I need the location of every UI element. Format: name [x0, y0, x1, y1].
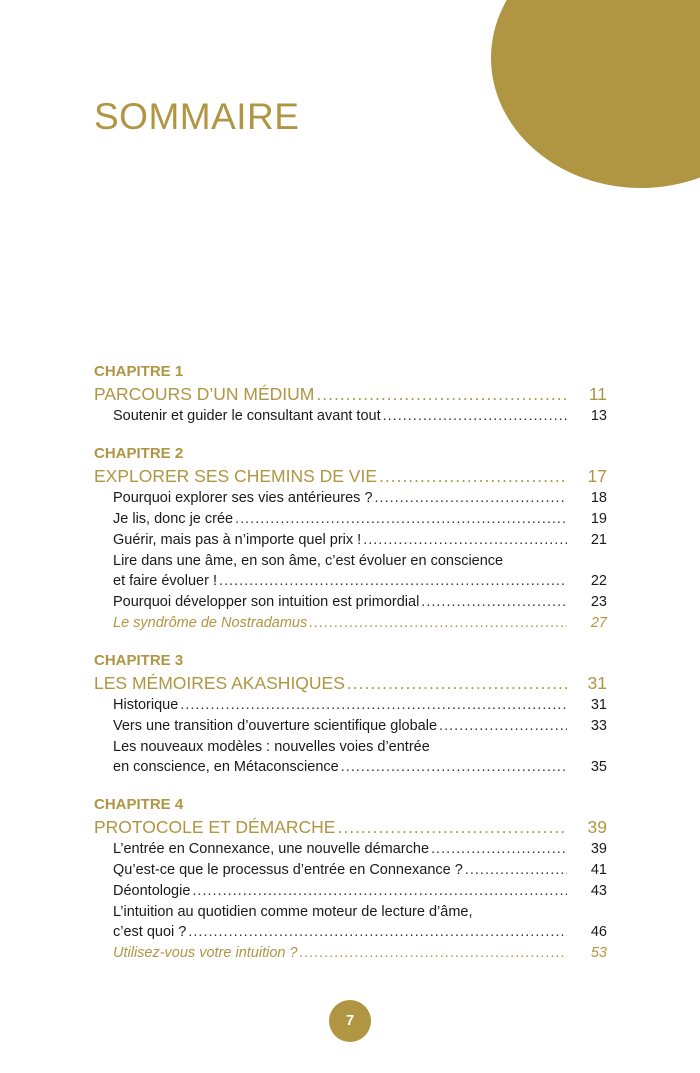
- page-title: SOMMAIRE: [94, 96, 300, 137]
- chapter-title-row[interactable]: [94, 382, 607, 406]
- toc-entry[interactable]: [94, 757, 607, 778]
- chapter-title: PROTOCOLE ET DÉMARCHE: [94, 817, 336, 837]
- entry-text: Guérir, mais pas à n’importe quel prix !: [113, 532, 362, 548]
- toc-entry[interactable]: [94, 860, 607, 881]
- dot-leader: [347, 671, 567, 695]
- page-ref: 39: [590, 841, 607, 857]
- entry-text-line1: Les nouveaux modèles : nouvelles voies d’entrée: [113, 739, 430, 755]
- page-ref: 17: [587, 466, 607, 486]
- page-ref: 18: [590, 490, 607, 506]
- entry-text: Soutenir et guider le consultant avant tout: [113, 408, 381, 424]
- dot-leader: [363, 530, 567, 551]
- entry-text: Vers une transition d’ouverture scientifique globale: [113, 718, 438, 734]
- entry-text: Je lis, donc je crée: [113, 511, 234, 527]
- page-ref: 46: [590, 924, 607, 940]
- dot-leader: [341, 757, 567, 778]
- chapter-title-row[interactable]: [94, 815, 607, 839]
- entry-text: Utilisez-vous votre intuition ?: [113, 945, 298, 961]
- entry-text: en conscience, en Métaconscience: [113, 759, 339, 775]
- dot-leader: [192, 881, 567, 902]
- dot-leader: [421, 592, 567, 613]
- chapter-1: [94, 362, 607, 427]
- page-ref: 33: [590, 718, 607, 734]
- table-of-contents: [94, 362, 607, 981]
- toc-entry[interactable]: [94, 839, 607, 860]
- entry-text: L’entrée en Connexance, une nouvelle démarche: [113, 841, 430, 857]
- page-ref: 31: [587, 673, 607, 693]
- entry-text: Qu’est-ce que le processus d’entrée en Connexance ?: [113, 862, 463, 878]
- page-ref: 11: [588, 384, 607, 404]
- toc-entry[interactable]: [94, 716, 607, 737]
- page-ref: 43: [590, 883, 607, 899]
- page-ref: 13: [590, 408, 607, 424]
- toc-entry[interactable]: [94, 406, 607, 427]
- toc-entry[interactable]: [94, 881, 607, 902]
- chapter-3: [94, 651, 607, 778]
- entry-text: Pourquoi explorer ses vies antérieures ?: [113, 490, 373, 506]
- dot-leader: [465, 860, 567, 881]
- page-ref: 27: [590, 615, 607, 631]
- toc-entry[interactable]: [94, 530, 607, 551]
- toc-entry[interactable]: [94, 571, 607, 592]
- page-ref: 19: [590, 511, 607, 527]
- toc-entry[interactable]: [94, 922, 607, 943]
- chapter-label: CHAPITRE 3: [94, 652, 184, 669]
- page-ref: 21: [590, 532, 607, 548]
- toc-entry-highlight[interactable]: [94, 613, 607, 634]
- toc-entry[interactable]: [94, 488, 607, 509]
- chapter-title-row[interactable]: [94, 464, 607, 488]
- dot-leader: [180, 695, 567, 716]
- entry-text: c’est quoi ?: [113, 924, 187, 940]
- chapter-label: CHAPITRE 4: [94, 796, 184, 813]
- chapter-label: CHAPITRE 1: [94, 363, 184, 380]
- entry-text-line1: L’intuition au quotidien comme moteur de lecture d’âme,: [113, 904, 473, 920]
- page-ref: 22: [590, 573, 607, 589]
- toc-entry[interactable]: [94, 509, 607, 530]
- entry-text: Déontologie: [113, 883, 191, 899]
- toc-entry-highlight[interactable]: [94, 943, 607, 964]
- entry-text: Le syndrôme de Nostradamus: [113, 615, 308, 631]
- chapter-title: EXPLORER SES CHEMINS DE VIE: [94, 466, 377, 486]
- dot-leader: [309, 613, 567, 634]
- chapter-title: LES MÉMOIRES AKASHIQUES: [94, 673, 345, 693]
- dot-leader: [235, 509, 567, 530]
- dot-leader: [188, 922, 567, 943]
- entry-text-line1: Lire dans une âme, en son âme, c’est évoluer en conscience: [113, 553, 504, 569]
- decorative-gold-ellipse: [491, 0, 700, 188]
- page-ref: 31: [590, 697, 607, 713]
- page-ref: 39: [587, 817, 607, 837]
- dot-leader: [337, 815, 567, 839]
- dot-leader: [219, 571, 567, 592]
- dot-leader: [300, 943, 567, 964]
- chapter-title-row[interactable]: [94, 671, 607, 695]
- chapter-title: PARCOURS D’UN MÉDIUM: [94, 384, 315, 404]
- dot-leader: [383, 406, 567, 427]
- entry-text: Historique: [113, 697, 179, 713]
- entry-text: Pourquoi développer son intuition est primordial: [113, 594, 420, 610]
- dot-leader: [375, 488, 567, 509]
- page-ref: 41: [590, 862, 607, 878]
- page-ref: 35: [590, 759, 607, 775]
- toc-entry[interactable]: [94, 592, 607, 613]
- toc-entry[interactable]: [94, 695, 607, 716]
- dot-leader: [439, 716, 567, 737]
- page-ref: 53: [590, 945, 607, 961]
- page-number-badge: 7: [329, 1000, 371, 1042]
- dot-leader: [316, 382, 567, 406]
- dot-leader: [431, 839, 567, 860]
- chapter-4: [94, 795, 607, 964]
- dot-leader: [379, 464, 567, 488]
- entry-text: et faire évoluer !: [113, 573, 217, 589]
- chapter-label: CHAPITRE 2: [94, 445, 184, 462]
- page-ref: 23: [590, 594, 607, 610]
- chapter-2: [94, 444, 607, 634]
